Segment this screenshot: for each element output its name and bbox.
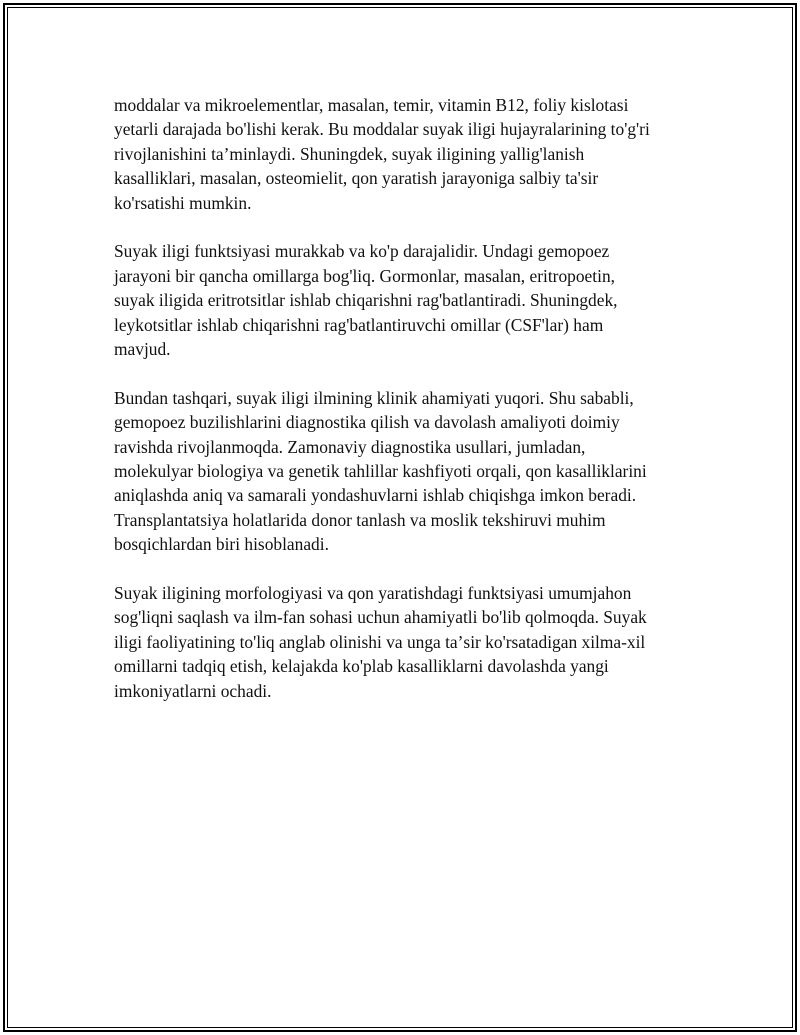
paragraph: moddalar va mikroelementlar, masalan, temir, vitamin B12, foliy kislotasi yetarli darajada bo'lishi kerak. Bu moddalar suyak iligi hujayralarining to'g'ri rivojlanishini taʼminlaydi. Shuningdek, suyak iligining yallig'lanish kasalliklari, masalan, osteomielit, qon yaratish jarayoniga salbiy ta'sir ko'rsatishi mumkin. (114, 95, 650, 213)
paragraph: Bundan tashqari, suyak iligi ilmining klinik ahamiyati yuqori. Shu sababli, gemopoez buzilishlarini diagnostika qilish va davolash amaliyoti doimiy ravishda rivojlanmoqda. Zamonaviy diagnostika usullari, jumladan, molekulyar biologiya va genetik tahlillar kashfiyoti orqali, qon kasalliklarini aniqlashda aniq va samarali yondashuvlarni ishlab chiqishga imkon beradi. Transplantatsiya holatlarida donor tanlash va moslik tekshiruvi muhim bosqichlardan biri hisoblanadi. (114, 387, 647, 555)
paragraph: Suyak iligining morfologiyasi va qon yaratishdagi funktsiyasi umumjahon sog'liqni saqlash va ilm-fan sohasi uchun ahamiyatli bo'lib qolmoqda. Suyak iligi faoliyatining to'liq anglab olinishi va unga taʼsir ko'rsatadigan xilma-xil omillarni tadqiq etish, kelajakda ko'plab kasalliklarni davolashda yangi imkoniyatlarni ochadi. (114, 583, 647, 701)
document-body (114, 93, 694, 728)
paragraph: Suyak iligi funktsiyasi murakkab va ko'p darajalidir. Undagi gemopoez jarayoni bir qancha omillarga bog'liq. Gormonlar, masalan, eritropoetin, suyak iligida eritrotsitlar ishlab chiqarishni rag'batlantiradi. Shuningdek, leykotsitlar ishlab chiqarishni rag'batlantiruvchi omillar (CSF'lar) ham mavjud. (114, 241, 618, 360)
